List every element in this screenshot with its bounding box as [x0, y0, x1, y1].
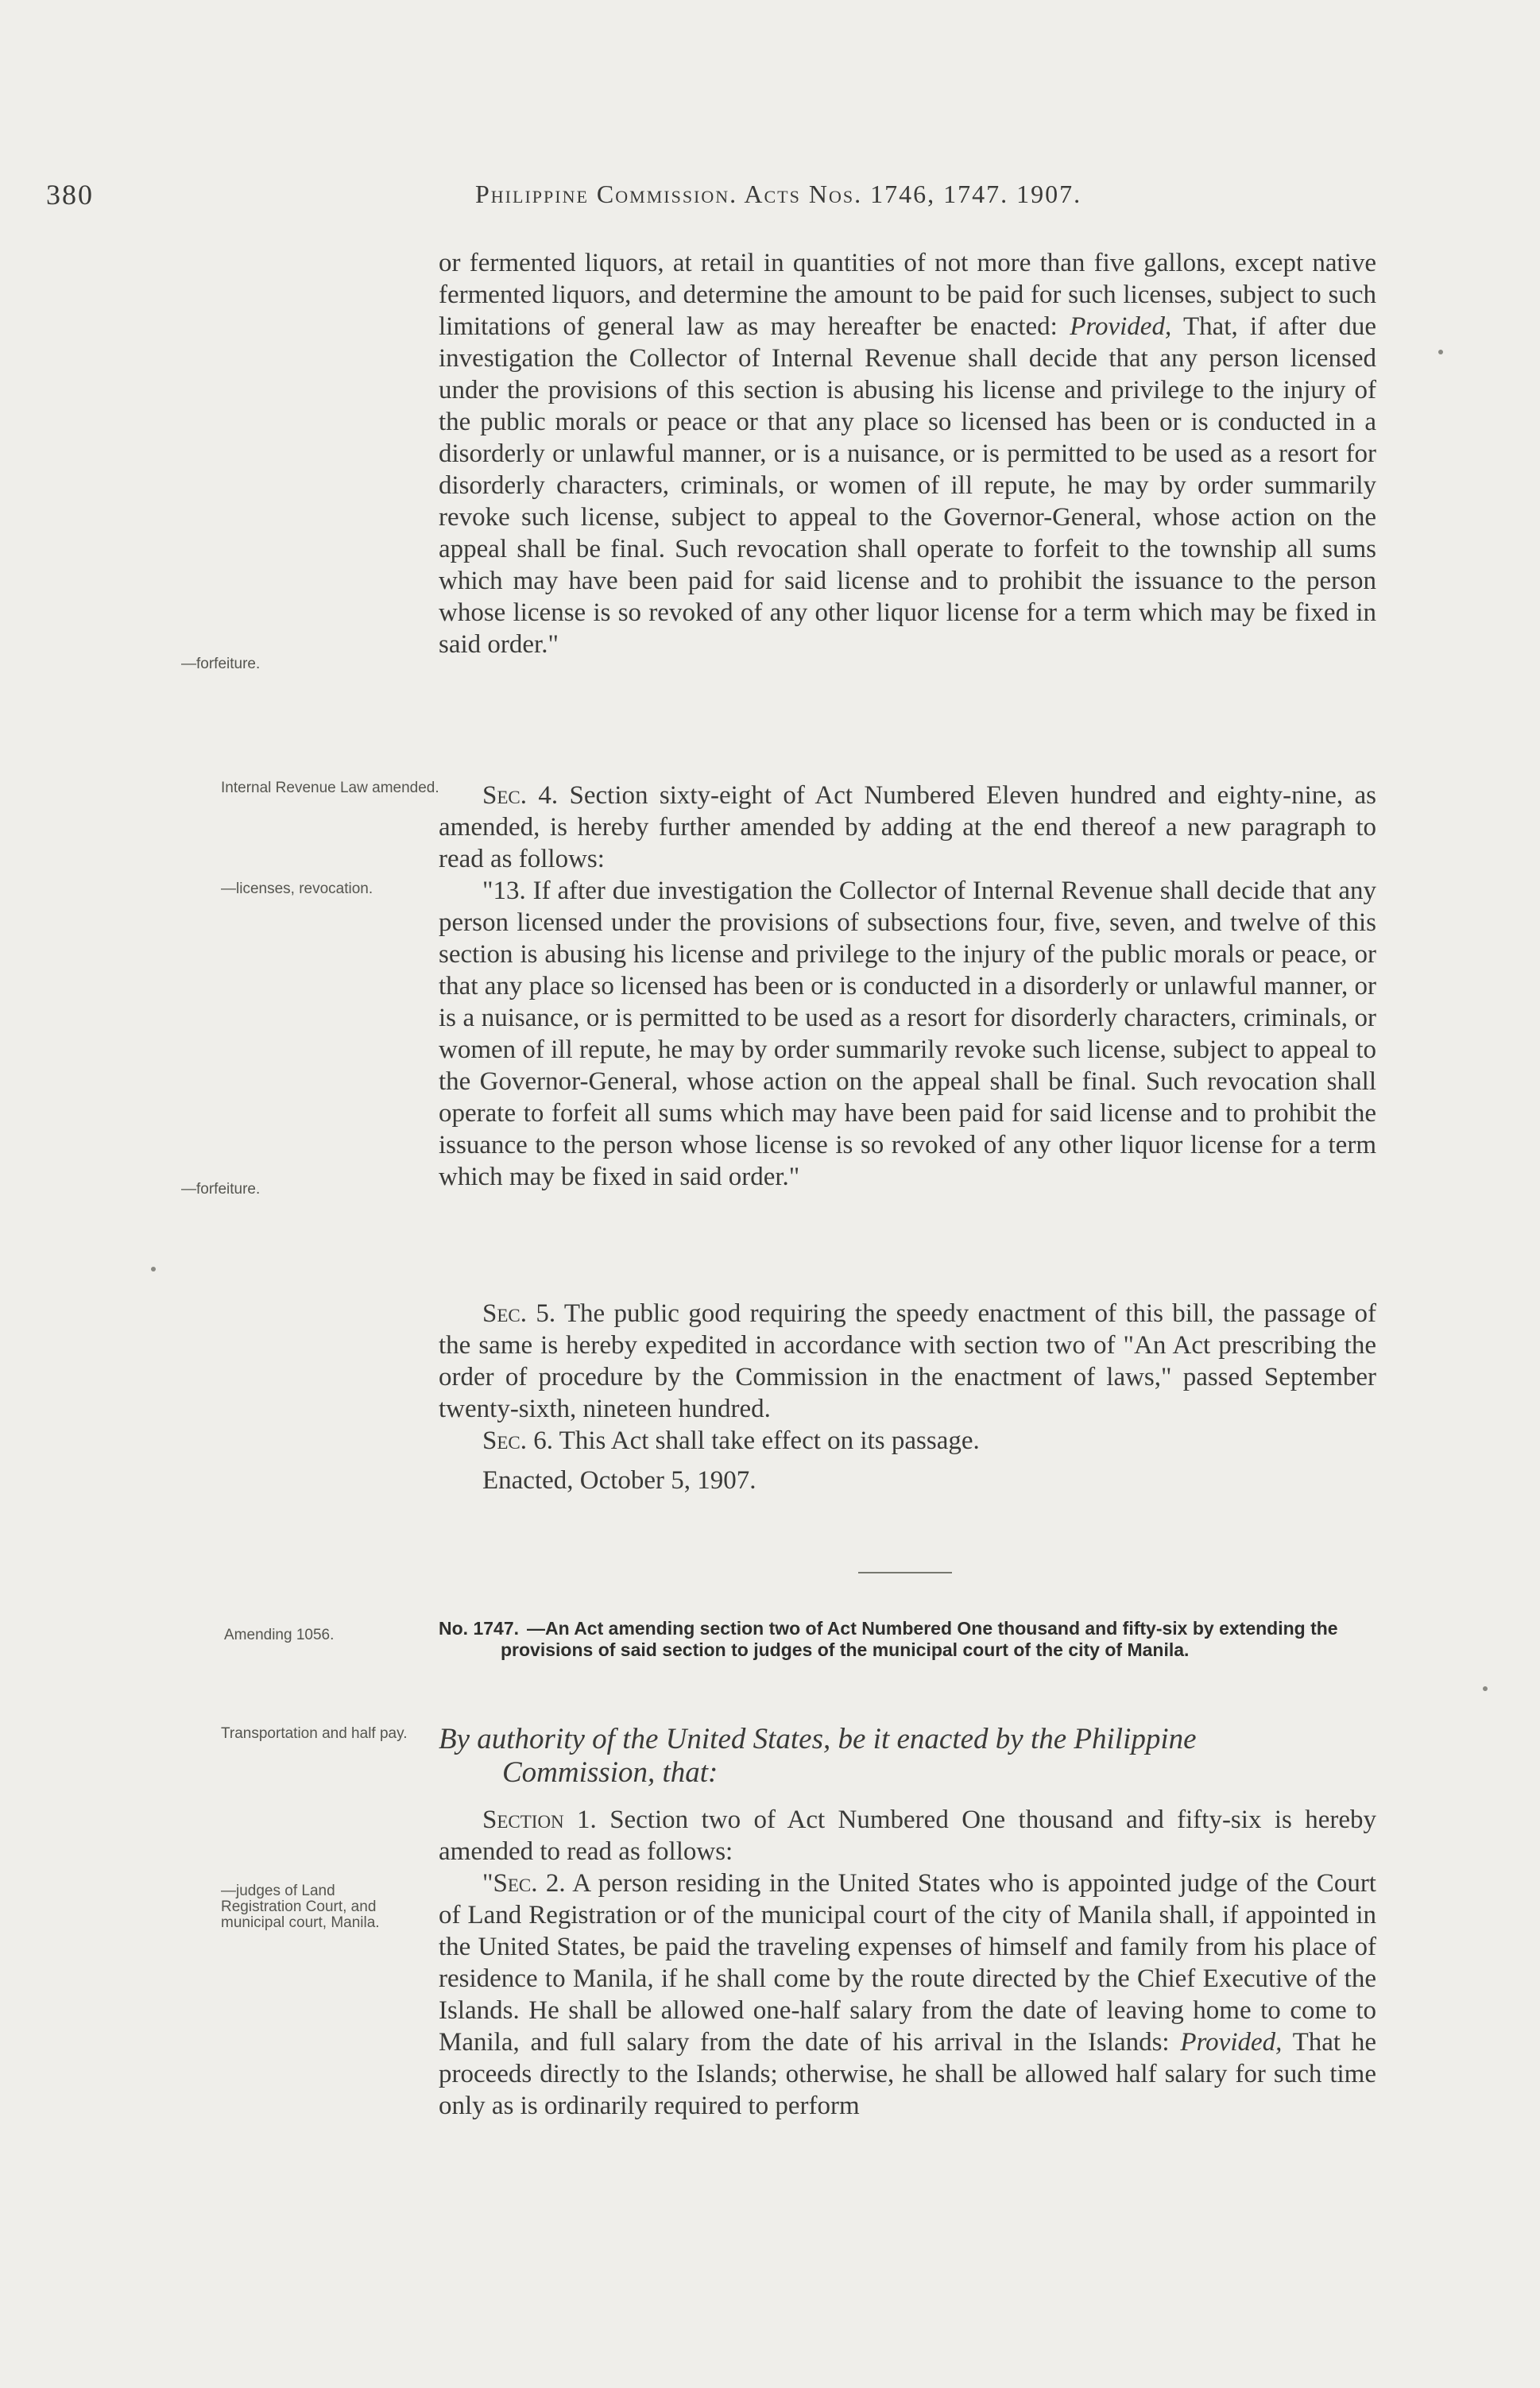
- act-1747-body: [439, 1804, 1376, 2122]
- margin-note-forfeiture-2: —forfeiture.: [181, 1181, 261, 1198]
- scan-speck: [151, 1267, 156, 1271]
- margin-note-licenses: —licenses, revocation.: [221, 881, 373, 897]
- margin-note-judges: —judges of Land Registration Court, and municipal court, Manila.: [221, 1883, 380, 1931]
- scan-speck: [1438, 350, 1443, 354]
- enacting-clause-line-1: By authority of the United States, be it enacted by the Philippine: [439, 1723, 1197, 1755]
- act-1747-title-line: [439, 1618, 1376, 1661]
- quoted-section-2-label: "Sec. 2.: [482, 1869, 566, 1898]
- section-divider: [858, 1572, 952, 1573]
- section-1-label: Section 1.: [482, 1806, 597, 1834]
- act-1747-section-1: [439, 1804, 1376, 1867]
- act-1747-heading: [439, 1618, 1376, 1661]
- section-6: [439, 1425, 1376, 1457]
- section-6-label: Sec. 6.: [482, 1426, 553, 1455]
- margin-note-amending: Amending 1056.: [224, 1627, 335, 1643]
- margin-note-internal-revenue: Internal Revenue Law amended.: [221, 780, 439, 796]
- enacted-date: Enacted, October 5, 1907.: [482, 1466, 756, 1495]
- quoted-section-2: [439, 1867, 1376, 2122]
- section-5-label: Sec. 5.: [482, 1299, 556, 1328]
- running-head: Philippine Commission. Acts Nos. 1746, 1747. 1907.: [475, 180, 1082, 208]
- scan-speck: [1483, 1686, 1488, 1691]
- provided-term: Provided,: [1070, 312, 1172, 341]
- section-4: [439, 780, 1376, 875]
- enacting-clause-line-2: Commission, that:: [502, 1756, 718, 1789]
- closing-sections: [439, 1298, 1376, 1496]
- quoted-section-2-text: A person residing in the United States who is appointed judge of the Court of Land Registration or of the municipal court of the city of Manila shall, if appointed in the United States, be paid the traveling expenses of himself and family from his place of residence to Manila, if he shall come by the route directed by the Chief Executive of the Islands. He shall be allowed one-half salary from the date of leaving home to come to Manila, and full salary from the date of his arrival in the Islands:: [439, 1869, 1376, 2057]
- continuation-text: or fermented liquors, at retail in quantities of not more than five gallons, except native fermented liquors, and determine the amount to be paid for such licenses, subject to such limitations of general law as may hereafter be enacted:: [439, 249, 1376, 341]
- section-4-block: [439, 780, 1376, 1193]
- provided-term-2: Provided,: [1180, 2028, 1283, 2057]
- section-4-label: Sec. 4.: [482, 781, 559, 810]
- continuation-text-after: That, if after due investigation the Collector of Internal Revenue shall decide that any person licensed under the provisions of this section is abusing his license and privilege to the injury of the public morals or peace or that any place so licensed has been or is conducted in a disorderly or unlawful manner, or is a nuisance, or is permitted to be used as a resort for disorderly characters, criminals, or women of ill repute, he may by order summarily revoke such license, subject to appeal to the Governor-General, whose action on the appeal shall be final. Such revocation shall operate to forfeit to the township all sums which may have been paid for said license and to prohibit the issuance to the person whose license is so revoked of any other liquor license for a term which may be fixed in said order.": [439, 312, 1377, 659]
- continuation-paragraph: [439, 247, 1376, 660]
- margin-note-transportation: Transportation and half pay.: [221, 1725, 408, 1742]
- quoted-section-2-text-after: That he proceeds directly to the Islands; otherwise, he shall be allowed half salary for such time only as is ordinarily required to perform: [439, 2028, 1377, 2120]
- section-4-text: Section sixty-eight of Act Numbered Eleven hundred and eighty-nine, as amended, is hereby further amended by adding at the end thereof a new paragraph to read as follows:: [439, 781, 1377, 873]
- enacting-clause: [439, 1723, 1376, 1790]
- section-1-text: Section two of Act Numbered One thousand and fifty-six is hereby amended to read as follows:: [439, 1806, 1377, 1866]
- margin-note-forfeiture-1: —forfeiture.: [181, 656, 261, 672]
- paragraph-13: "13. If after due investigation the Collector of Internal Revenue shall decide that any person licensed under the provisions of subsections four, five, seven, and twelve of this section is abusing his license and privilege to the injury of the public morals or peace, or that any place so licensed has been or is conducted in a disorderly or unlawful manner, or is a nuisance, or is permitted to be used as a resort for disorderly characters, criminals, or women of ill repute, he may by order summarily revoke such license, subject to appeal to the Governor-General, whose action on the appeal shall be final. Such revocation shall operate to forfeit all sums which may have been paid for said license and to prohibit the issuance to the person whose license is so revoked of any other liquor license for a term which may be fixed in said order.": [439, 877, 1376, 1191]
- section-5: [439, 1298, 1376, 1425]
- section-6-text: This Act shall take effect on its passage.: [559, 1426, 980, 1455]
- act-title: —An Act amending section two of Act Numbered One thousand and fifty-six by extending the provisions of said section to judges of the municipal court of the city of Manila.: [501, 1618, 1338, 1660]
- section-5-text: The public good requiring the speedy enactment of this bill, the passage of the same is hereby expedited in accordance with section two of "An Act prescribing the order of procedure by the Commission in the enactment of laws," passed September twenty-sixth, nineteen hundred.: [439, 1299, 1376, 1423]
- act-number: No. 1747.: [439, 1618, 519, 1639]
- page-number: 380: [46, 179, 94, 211]
